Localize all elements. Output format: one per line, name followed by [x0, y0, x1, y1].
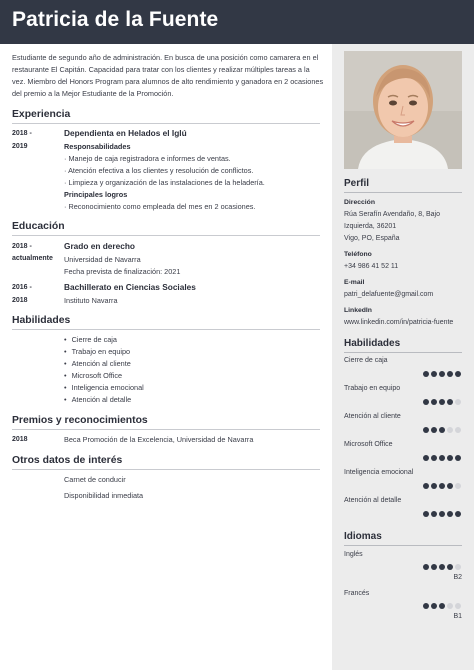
rating-dot-empty [455, 427, 461, 433]
responsibility-item: · Limpieza y organización de las instalaciones de la heladería. [64, 178, 265, 187]
education-date-end: 2018 [12, 297, 28, 304]
rating-dot-filled [439, 427, 445, 433]
rating-dot-filled [439, 399, 445, 405]
language-level: B1 [453, 613, 462, 620]
rating-dot-empty [455, 564, 461, 570]
rating-dot-filled [431, 371, 437, 377]
skill-item: • Inteligencia emocional [64, 383, 144, 392]
rating-dot-filled [431, 399, 437, 405]
linkedin-label: LinkedIn [344, 307, 372, 314]
languages-divider [344, 545, 462, 546]
skill-item: • Microsoft Office [64, 371, 122, 380]
rating-dot-filled [447, 455, 453, 461]
responsibility-item: · Atención efectiva a los clientes y resolución de conflictos. [64, 166, 254, 175]
rating-dot-filled [431, 427, 437, 433]
responsibility-item: · Manejo de caja registradora e informes de ventas. [64, 154, 231, 163]
language-name: Inglés [344, 551, 363, 558]
language-name: Francés [344, 590, 370, 597]
experience-date-start: 2018 - [12, 130, 32, 137]
side-skill-name: Inteligencia emocional [344, 469, 414, 476]
rating-dots [423, 371, 463, 378]
side-skill-name: Atención al cliente [344, 413, 401, 420]
graduation-note: Fecha prevista de finalización: 2021 [64, 267, 181, 276]
rating-dot-filled [447, 483, 453, 489]
phone-label: Teléfono [344, 251, 372, 258]
linkedin-value[interactable]: www.linkedin.com/in/patricia-fuente [344, 319, 454, 326]
awards-title: Premios y reconocimientos [12, 415, 148, 426]
phone-value: +34 986 41 52 11 [344, 263, 399, 270]
rating-dots [423, 427, 463, 434]
rating-dot-filled [439, 564, 445, 570]
rating-dot-empty [447, 427, 453, 433]
skill-item: • Atención al detalle [64, 395, 131, 404]
address-line: Vigo, PO, España [344, 235, 400, 242]
profile-divider [344, 192, 462, 193]
rating-dots [423, 399, 463, 406]
profile-photo [344, 51, 462, 169]
skill-item: • Cierre de caja [64, 335, 117, 344]
degree-title: Grado en derecho [64, 241, 136, 251]
languages-title: Idiomas [344, 531, 382, 542]
experience-date-end: 2019 [12, 143, 28, 150]
rating-dot-filled [439, 603, 445, 609]
rating-dot-filled [447, 564, 453, 570]
language-level: B2 [453, 574, 462, 581]
skill-item: • Atención al cliente [64, 359, 131, 368]
education-divider [12, 235, 320, 236]
other-item: Disponibilidad inmediata [64, 491, 144, 500]
rating-dot-filled [423, 399, 429, 405]
rating-dot-filled [423, 371, 429, 377]
rating-dot-empty [455, 483, 461, 489]
summary-text: Estudiante de segundo año de administración. En busca de una posición como camarera en el restaurante El Capitán. Capacidad para tratar con los clientes y realizar múltiples tareas a la vez. Miembro del Honors Program para alumnos de alto rendimiento y ganadora en 2 ocasiones del premio a la Mejor Estudiante de la Promoción. [12, 53, 324, 99]
side-skill-name: Atención al detalle [344, 497, 402, 504]
rating-dot-filled [447, 371, 453, 377]
rating-dot-filled [439, 511, 445, 517]
rating-dot-filled [431, 455, 437, 461]
rating-dot-empty [455, 399, 461, 405]
education-date-start: 2016 - [12, 284, 32, 291]
rating-dot-filled [423, 511, 429, 517]
rating-dot-empty [455, 603, 461, 609]
award-date: 2018 [12, 436, 28, 443]
side-skill-name: Trabajo en equipo [344, 385, 401, 392]
rating-dot-filled [455, 511, 461, 517]
achievement-item: · Reconocimiento como empleada del mes en 2 ocasiones. [64, 202, 256, 211]
email-label: E-mail [344, 279, 365, 286]
degree-title: Bachillerato en Ciencias Sociales [64, 282, 196, 292]
achievements-label: Principales logros [64, 190, 128, 199]
education-date-end: actualmente [12, 255, 53, 262]
rating-dot-filled [423, 427, 429, 433]
rating-dot-filled [439, 371, 445, 377]
rating-dot-filled [423, 564, 429, 570]
other-item: Carnet de conducir [64, 475, 126, 484]
rating-dot-filled [431, 603, 437, 609]
rating-dots [423, 455, 463, 462]
side-skill-name: Microsoft Office [344, 441, 393, 448]
email-value[interactable]: patri_delafuente@gmail.com [344, 291, 434, 298]
rating-dot-filled [439, 483, 445, 489]
school-name: Instituto Navarra [64, 296, 118, 305]
awards-divider [12, 429, 320, 430]
rating-dot-empty [447, 603, 453, 609]
responsibilities-label: Responsabilidades [64, 142, 131, 151]
rating-dots [423, 511, 463, 518]
rating-dots [423, 603, 463, 610]
other-divider [12, 469, 320, 470]
address-line: Izquierda, 36201 [344, 223, 397, 230]
skill-item: • Trabajo en equipo [64, 347, 130, 356]
school-name: Universidad de Navarra [64, 255, 141, 264]
address-line: Rúa Serafín Avendaño, 8, Bajo [344, 211, 440, 218]
rating-dot-filled [455, 371, 461, 377]
side-skills-divider [344, 352, 462, 353]
candidate-name: Patricia de la Fuente [12, 8, 219, 31]
rating-dot-filled [431, 483, 437, 489]
rating-dots [423, 483, 463, 490]
rating-dot-filled [439, 455, 445, 461]
rating-dot-filled [431, 564, 437, 570]
rating-dot-filled [423, 603, 429, 609]
skills-title: Habilidades [12, 315, 71, 326]
rating-dot-filled [447, 511, 453, 517]
side-skills-title: Habilidades [344, 338, 401, 349]
header-bar [0, 0, 474, 44]
award-text: Beca Promoción de la Excelencia, Universidad de Navarra [64, 435, 254, 444]
address-label: Dirección [344, 199, 375, 206]
profile-title: Perfil [344, 178, 370, 189]
rating-dot-filled [455, 455, 461, 461]
experience-title: Experiencia [12, 109, 71, 120]
experience-divider [12, 123, 320, 124]
job-title: Dependienta en Helados el Iglú [64, 128, 187, 138]
rating-dot-filled [423, 455, 429, 461]
rating-dot-filled [431, 511, 437, 517]
rating-dot-filled [423, 483, 429, 489]
rating-dots [423, 564, 463, 571]
education-title: Educación [12, 221, 65, 232]
side-skill-name: Cierre de caja [344, 357, 388, 364]
rating-dot-filled [447, 399, 453, 405]
skills-divider [12, 329, 320, 330]
other-title: Otros datos de interés [12, 455, 123, 466]
education-date-start: 2018 - [12, 243, 32, 250]
